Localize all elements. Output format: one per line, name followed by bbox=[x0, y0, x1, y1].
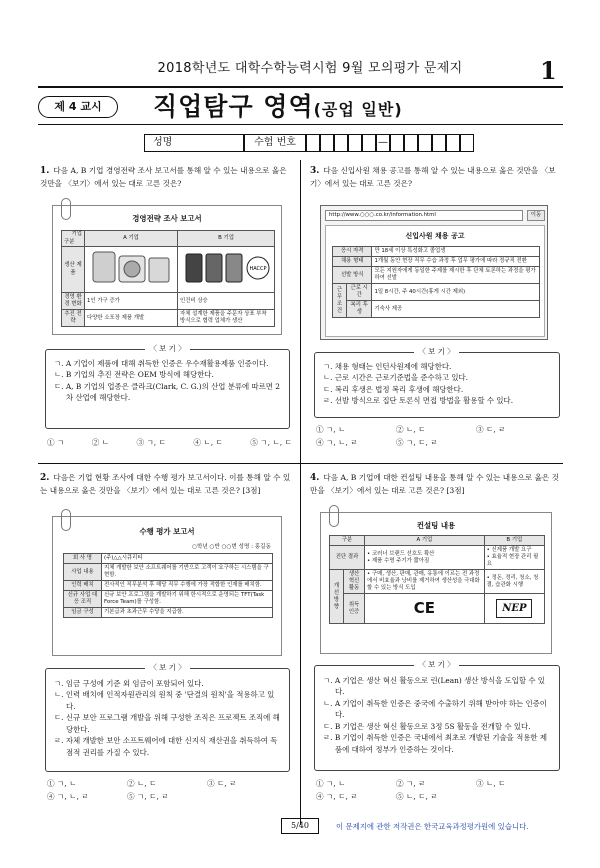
exam-header bbox=[0, 58, 600, 88]
row-value: 신규 보안 프로그램을 개발하기 위해 한시적으로 운영되는 TFT(Task Force Team)를 구성함. bbox=[102, 591, 273, 608]
option[interactable]: ① ㄱ, ㄴ bbox=[47, 779, 77, 788]
row-value: 지체 개발한 보안 소프트웨어를 기반으로 고객이 요구하는 시스템을 구현함. bbox=[102, 564, 273, 581]
question-1 bbox=[40, 165, 292, 189]
column-header: 구분 bbox=[330, 536, 365, 546]
exam-number-box[interactable] bbox=[446, 134, 460, 152]
option[interactable]: ① ㄱ, ㄴ bbox=[316, 779, 346, 788]
question-2 bbox=[40, 472, 292, 496]
exam-number-label: 수험 번호 bbox=[244, 134, 306, 152]
consult-title: 컨설팅 내용 bbox=[416, 521, 456, 530]
subject-main: 직업탐구 영역 bbox=[153, 92, 314, 121]
question-number: 2. bbox=[40, 473, 50, 483]
answer-options bbox=[47, 437, 292, 448]
bogi-item: ㄴ. B 기업의 추진 전략은 OEM 방식에 해당한다. bbox=[54, 370, 214, 380]
question-number: 3. bbox=[310, 166, 320, 176]
exam-number-box[interactable] bbox=[320, 134, 334, 152]
row-value: 1일 8시간, 주 40시간(휴게 시간 제외) bbox=[372, 284, 540, 301]
row-label: 진단 결과 bbox=[330, 546, 365, 570]
bogi-box bbox=[45, 668, 290, 772]
option[interactable]: ⑤ ㄱ, ㄷ, ㄹ bbox=[127, 792, 169, 801]
option[interactable]: ③ ㄴ, ㄷ bbox=[476, 779, 506, 788]
subject-title bbox=[153, 89, 403, 125]
exam-number-dash: — bbox=[376, 134, 390, 152]
option[interactable]: ④ ㄱ, ㄷ, ㄹ bbox=[316, 792, 358, 801]
row-label: 채용 형태 bbox=[333, 257, 372, 267]
food-product-illustration bbox=[87, 248, 175, 288]
exam-number-box[interactable] bbox=[418, 134, 432, 152]
row-label: 취득 인증 bbox=[344, 594, 365, 624]
ce-mark: CE bbox=[365, 594, 485, 624]
option[interactable]: ④ ㄱ, ㄴ, ㄹ bbox=[316, 438, 358, 447]
row-value: 전사적인 직무분석 후 해당 직무 수행에 가장 적합한 인재를 배치함. bbox=[102, 581, 273, 591]
go-button[interactable]: 이동 bbox=[527, 210, 545, 221]
bogi-item: ㄱ. A 기업은 생산 혁신 활동으로 린(Lean) 생산 방식을 도입할 수 있다. bbox=[323, 676, 545, 697]
bogi-item: ㄴ. A 기업이 취득한 인증은 중국에 수출하기 위해 받아야 하는 인증이다. bbox=[323, 698, 547, 720]
question-text: 다음 A, B 기업에 대한 컨설팅 내용을 통해 알 수 있는 내용으로 옳은 것만을 〈보기〉에서 있는 대로 고른 것은? [3점] bbox=[310, 473, 559, 496]
bogi-item: ㄹ. 선발 방식으로 집단 토론식 면접 방법을 활용할 수 있다. bbox=[323, 396, 514, 406]
total-pages: 40 bbox=[298, 821, 309, 830]
row-label: 경영 환경 변화 bbox=[62, 293, 85, 310]
exam-number-box[interactable] bbox=[460, 134, 474, 152]
bogi-item: ㄱ. 임금 구성에 기준 외 임금이 포함되어 있다. bbox=[54, 679, 204, 688]
period-badge: 제 4 교시 bbox=[38, 96, 118, 118]
row-value: 모든 지원자에게 동일한 주제를 제시한 후 단체 토론하는 과정을 평가하여 선발 bbox=[372, 267, 540, 284]
subject-rule bbox=[38, 124, 563, 125]
cell-a: 1인 가구 증가 bbox=[85, 293, 178, 310]
cell-a: • 구매, 생산, 판매, 관매, 유통에 이르는 전 과정에서 비효율과 낭비를 제거하여 생산성을 극대화 할 수 있는 방식 도입 bbox=[365, 570, 485, 594]
column-header: A 기업 bbox=[365, 536, 485, 546]
exam-title: 2018학년도 대학수학능력시험 9월 모의평가 문제지 bbox=[157, 61, 463, 76]
page-counter: 5/40 bbox=[281, 818, 319, 834]
answer-options bbox=[316, 778, 556, 802]
report-frame bbox=[52, 205, 282, 335]
subject-sub: (공업 일반) bbox=[313, 100, 403, 119]
browser-window bbox=[320, 205, 548, 340]
row-label: 추진 전략 bbox=[62, 310, 85, 327]
option[interactable]: ① ㄱ bbox=[47, 438, 65, 447]
question-number: 4. bbox=[310, 473, 320, 483]
cell-b: 자체 설계한 제품을 주문자 상표 부착 방식으로 협력 업체가 생산 bbox=[178, 310, 275, 327]
cell-b: • 신제품 개발 요구 • 효율적 현장 관리 필요 bbox=[484, 546, 544, 570]
bogi-item: ㄹ. B 기업이 취득한 인증은 국내에서 최초로 개발된 기술을 적용한 제품에 대하여 정부가 인증하는 것이다. bbox=[323, 733, 548, 754]
exam-number-box[interactable] bbox=[404, 134, 418, 152]
option[interactable]: ④ ㄴ, ㄷ bbox=[193, 438, 223, 447]
row-label: 인력 배치 bbox=[64, 581, 102, 591]
answer-options bbox=[47, 778, 247, 802]
bogi-item: ㄷ. 복리 후생은 법정 복리 후생에 해당한다. bbox=[323, 384, 464, 394]
question-text: 다음 신입사원 채용 공고를 통해 알 수 있는 내용으로 옳은 것만을 〈보기〉에서 있는 대로 고른 것은? bbox=[310, 166, 556, 189]
group-label: 개선 방향 bbox=[330, 570, 344, 624]
column-header: B 기업 bbox=[178, 231, 275, 247]
group-label: 근무 조건 bbox=[333, 284, 347, 318]
bogi-title: 〈 보 기 〉 bbox=[145, 344, 190, 355]
nep-mark: NEP bbox=[496, 599, 532, 618]
product-image-a bbox=[85, 247, 178, 293]
row-value: 기본급과 초과근무 수당을 지급함. bbox=[102, 608, 273, 618]
header-rule bbox=[38, 86, 563, 88]
column-divider bbox=[300, 160, 301, 825]
row-label: 복리 후생 bbox=[347, 301, 372, 318]
row-label: 회 사 명 bbox=[64, 554, 102, 564]
bogi-item: ㄱ. 채용 형태는 인턴사원제에 해당한다. bbox=[323, 362, 452, 371]
option[interactable]: ⑤ ㄱ, ㄷ, ㄹ bbox=[396, 438, 438, 447]
question-4 bbox=[310, 472, 562, 496]
option[interactable]: ③ ㄷ, ㄹ bbox=[476, 425, 506, 434]
column-header: A 기업 bbox=[85, 231, 178, 247]
option[interactable]: ② ㄴ, ㄷ bbox=[127, 779, 157, 788]
bogi-item: ㄷ. A, B 기업의 업종은 클라크(Clark, C. G.)의 산업 분류에 따르면 2차 산업에 해당한다. bbox=[54, 381, 280, 403]
option[interactable]: ② ㄴ, ㄷ bbox=[396, 425, 426, 434]
row-divider bbox=[38, 463, 563, 464]
report-title: 경영전략 조사 보고서 bbox=[132, 214, 202, 223]
cell-a: • 코러너 브랜드 선호도 확산 • 제품 수명 주기가 짧아짐 bbox=[365, 546, 485, 570]
bogi-item: ㄷ. B 기업은 생산 혁신 활동으로 3정 5S 활동을 전개할 수 있다. bbox=[323, 721, 531, 731]
consulting-table bbox=[329, 535, 545, 624]
option[interactable]: ④ ㄱ, ㄴ, ㄹ bbox=[47, 792, 89, 801]
exam-number-box[interactable] bbox=[432, 134, 446, 152]
candidate-id-row bbox=[144, 134, 474, 152]
option[interactable]: ② ㄴ bbox=[91, 438, 110, 447]
option[interactable]: ⑤ ㄴ, ㄷ, ㄹ bbox=[396, 792, 438, 801]
report-title: 수행 평가 보고서 bbox=[139, 527, 195, 536]
option[interactable]: ② ㄱ, ㄹ bbox=[396, 779, 426, 788]
nep-mark-cell bbox=[484, 594, 544, 624]
question-3 bbox=[310, 165, 562, 189]
bogi-box bbox=[314, 352, 560, 418]
bogi-title: 〈 보 기 〉 bbox=[414, 660, 459, 671]
exam-number-box[interactable] bbox=[306, 134, 320, 152]
phone-product-illustration bbox=[180, 248, 272, 288]
bogi-title: 〈 보 기 〉 bbox=[414, 347, 459, 358]
column-header: B 기업 bbox=[484, 536, 544, 546]
question-text: 다음 A, B 기업 경영전략 조사 보고서를 통해 알 수 있는 내용으로 옳은 것만을 〈보기〉에서 있는 대로 고른 것은? bbox=[40, 166, 287, 189]
bogi-item: ㄹ. 자체 개발한 보안 소프트웨어에 대한 신지식 재산권을 취득하여 독점적 권리를 가질 수 있다. bbox=[54, 736, 278, 757]
performance-report-frame bbox=[52, 516, 282, 656]
report-meta: ○학년 ○반 ○○번 성명 : 홍길동 bbox=[192, 544, 271, 550]
consulting-frame bbox=[320, 512, 552, 654]
option[interactable]: ③ ㄱ, ㄷ bbox=[136, 438, 166, 447]
row-label: 임금 구성 bbox=[64, 608, 102, 618]
option[interactable]: ⑤ ㄱ, ㄴ, ㄷ bbox=[250, 438, 292, 447]
name-field[interactable]: 성명 bbox=[144, 134, 244, 152]
table-corner: 기업 구분 bbox=[62, 231, 85, 247]
bogi-item: ㄴ. 근로 시간은 근로기준법을 준수하고 있다. bbox=[323, 373, 468, 383]
row-label: 선발 방식 bbox=[333, 267, 372, 284]
bogi-item: ㄷ. 신규 보안 프로그램 개발을 위해 구성한 조직은 프로젝트 조직에 해당한다. bbox=[54, 713, 280, 734]
exam-number-box[interactable] bbox=[334, 134, 348, 152]
current-page: 5 bbox=[291, 821, 297, 830]
hiring-table bbox=[332, 246, 540, 318]
company-table bbox=[63, 553, 273, 618]
strategy-table bbox=[61, 230, 275, 327]
copyright-note: 이 문제지에 관한 저작권은 한국교육과정평가원에 있습니다. bbox=[336, 822, 529, 831]
row-label: 근로 시간 bbox=[347, 284, 372, 301]
question-text: 다음은 기업 현황 조사에 대한 수행 평가 보고서이다. 이를 통해 알 수 있는 내용으로 옳은 것만을 〈보기〉에서 있는 대로 고른 것은? [3점] bbox=[40, 473, 291, 496]
row-value: 기숙사 제공 bbox=[372, 301, 540, 318]
row-label: 생산 혁신 활동 bbox=[344, 570, 365, 594]
row-label: 응시 자격 bbox=[333, 247, 372, 257]
row-value: 만 18세 이상 특성화고 졸업생 bbox=[372, 247, 540, 257]
product-image-b bbox=[178, 247, 275, 293]
question-number: 1. bbox=[40, 166, 50, 176]
page-number: 1 bbox=[540, 56, 557, 85]
row-value: (주)△△시큐리티 bbox=[102, 554, 273, 564]
browser-content bbox=[325, 225, 545, 337]
cell-a: 다양한 소포장 제품 개발 bbox=[85, 310, 178, 327]
bogi-item: ㄴ. 인력 배치에 인적자원관리의 원칙 중 '단결의 원칙'을 적용하고 있다. bbox=[54, 690, 275, 711]
row-label: 신규 사업 대응 조직 bbox=[64, 591, 102, 608]
row-label: 생산 제품 bbox=[62, 247, 85, 293]
row-value: 1개월 동안 현장 직무 수습 과정 후 업무 평가에 따라 정규직 전환 bbox=[372, 257, 540, 267]
option[interactable]: ① ㄱ, ㄴ bbox=[316, 425, 346, 434]
exam-number-box[interactable] bbox=[348, 134, 362, 152]
bogi-item: ㄱ. A 기업이 제품에 대해 취득한 인증은 우수재활용제품 인증이다. bbox=[54, 359, 269, 368]
row-label: 사업 내용 bbox=[64, 564, 102, 581]
url-bar[interactable]: http://www.○○○.co.kr/information.html bbox=[325, 210, 523, 221]
answer-options bbox=[316, 424, 556, 448]
bogi-box bbox=[45, 349, 290, 429]
bogi-box bbox=[314, 665, 560, 771]
exam-number-box[interactable] bbox=[390, 134, 404, 152]
cell-b: • 정돈, 정리, 청소, 청결, 습관화 시행 bbox=[484, 570, 544, 594]
exam-number-box[interactable] bbox=[362, 134, 376, 152]
option[interactable]: ③ ㄷ, ㄹ bbox=[207, 779, 237, 788]
haccp-mark: HACCP bbox=[249, 266, 267, 272]
cell-b: 인건비 상승 bbox=[178, 293, 275, 310]
notice-title: 신입사원 채용 공고 bbox=[405, 232, 465, 240]
bogi-title: 〈 보 기 〉 bbox=[145, 663, 190, 674]
